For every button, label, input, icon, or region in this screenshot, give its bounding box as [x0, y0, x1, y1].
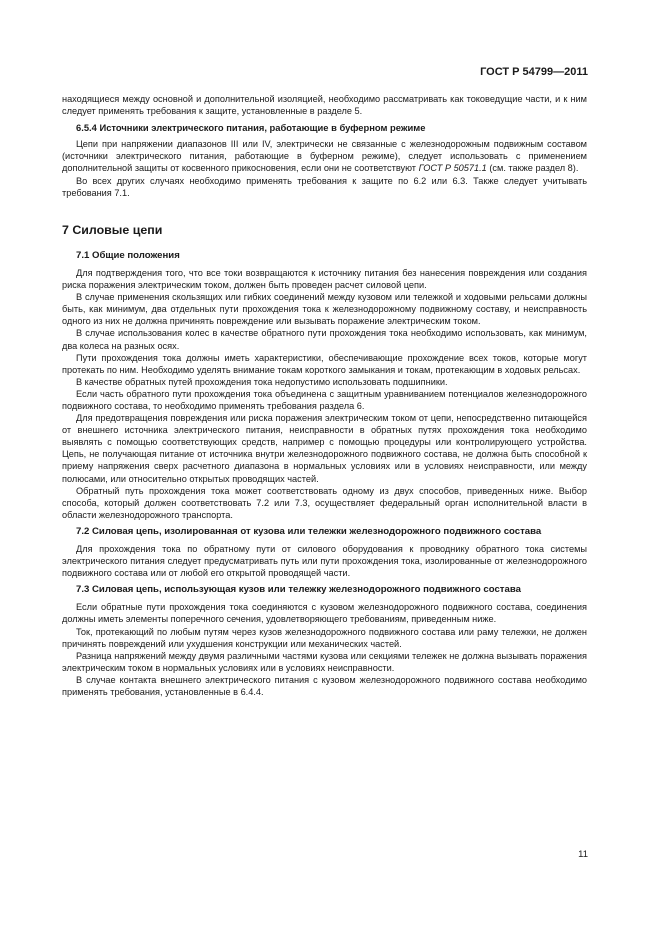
section-7-3-paragraph: Разница напряжений между двумя различными частями кузова или секциями тележек не должна вызывать поражения электрическим током в нормальных условиях или в условиях неисправности. [62, 650, 587, 673]
section-7-2-title: 7.2 Силовая цепь, изолированная от кузова или тележки железнодорожного подвижного состава [76, 525, 542, 537]
section-6-5-4-paragraph-1: Цепи при напряжении диапазонов III или IV, электрически не связанные с железнодорожным подвижным составом (источники электрического питания, работающие в буферном режиме), следует использовать с применением дополнительной защиты от косвенного прикосновения, если они не соответствуют ГОСТ Р 50571.1 (см. также раздел 8). [62, 139, 587, 174]
section-7-1-paragraph: В случае использования колес в качестве обратного пути прохождения тока необходимо использовать, как минимум, два колеса на разных осях. [62, 328, 587, 351]
section-7-1-paragraph: Для предотвращения повреждения или риска поражения электрическим током от цепи, непосредственно питающейся от внешнего источника электрического питания, неисправности в обратных путях прохождения тока необходимо выявлять с помощью соответствующих средств, например с помощью процедуры или контролирующего устройства. Цепь, не получающая питание от источника внутри железнодорожного подвижного состава, не должна быть способной к приему напряжения сверх расчетного диапазона в нормальных условиях или в условиях неисправности, или между полюсами, или относительно открытых проводящих частей. [62, 413, 587, 484]
section-7-1-paragraph: Обратный путь прохождения тока может соответствовать одному из двух способов, приведенных ниже. Выбор способа, который должен соответствовать 7.2 или 7.3, осуществляет федеральный орган исполнительной власти в области железнодорожного транспорта. [62, 485, 587, 520]
section-7-1-paragraph: Если часть обратного пути прохождения тока объединена с защитным уравниванием потенциалов железнодорожного подвижного состава, то необходимо применять требования раздела 6. [62, 388, 587, 411]
section-6-5-4-paragraph-2: Во всех других случаях необходимо применять требования к защите по 6.2 или 6.3. Также следует учитывать требования 7.1. [62, 175, 587, 198]
section-7-1-paragraph: Для подтверждения того, что все токи возвращаются к источнику питания без нанесения повреждения или создания риска поражения электрическим током, должен быть проведен расчет силовой цепи. [62, 267, 587, 291]
section-7-3-paragraph: Ток, протекающий по любым путям через кузов железнодорожного подвижного состава или раму тележки, не должен причинять повреждений или ухудшения конструкции или механических частей. [62, 626, 587, 649]
document-header: ГОСТ Р 54799—2011 [480, 66, 588, 78]
section-6-5-4-title: 6.5.4 Источники электрического питания, работающие в буферном режиме [76, 122, 426, 134]
intro-paragraph: находящиеся между основной и дополнительной изоляцией, необходимо рассматривать как токоведущие части, и к ним следует применять требования к защите, установленные в разделе 5. [62, 94, 587, 117]
page-body [62, 93, 587, 698]
page-number: 11 [578, 849, 588, 860]
section-7-3-paragraph: В случае контакта внешнего электрического питания с кузовом железнодорожного подвижного состава необходимо применять требования, установленные в 6.4.4. [62, 674, 587, 698]
section-7-1-title: 7.1 Общие положения [76, 249, 180, 261]
section-7-1-paragraph: Пути прохождения тока должны иметь характеристики, обеспечивающие прохождение всех токов, которые могут протекать по ним. Необходимо уделять внимание токам короткого замыкания и токам, протекающим в ходовых рельсах. [62, 352, 587, 375]
section-7-3-title: 7.3 Силовая цепь, использующая кузов или тележку железнодорожного подвижного состава [76, 584, 521, 596]
section-7-title: 7 Силовые цепи [62, 222, 163, 237]
section-7-1-paragraph: В случае применения скользящих или гибких соединений между кузовом или тележкой и ходовыми рельсами должны быть, как минимум, два отдельных пути прохождения тока к железнодорожному подвижному составу, и неисправность одного из них не должна причинять повреждение или вызывать поражение электрическим током. [62, 292, 587, 327]
section-7-1-paragraph: В качестве обратных путей прохождения тока недопустимо использовать подшипники. [76, 376, 448, 387]
section-7-3-paragraph: Если обратные пути прохождения тока соединяются с кузовом железнодорожного подвижного состава, соединения должны иметь элементы поперечного сечения, удовлетворяющего требованиям, приведенным ниже. [62, 602, 587, 625]
section-7-2-paragraph: Для прохождения тока по обратному пути от силового оборудования к проводнику обратного тока системы электрического питания следует предусматривать путь или пути прохождения тока, изолированные от железнодорожного подвижного состава или от любой его открытой проводящей части. [62, 544, 587, 579]
standard-reference: ГОСТ Р 50571.1 [418, 163, 487, 174]
